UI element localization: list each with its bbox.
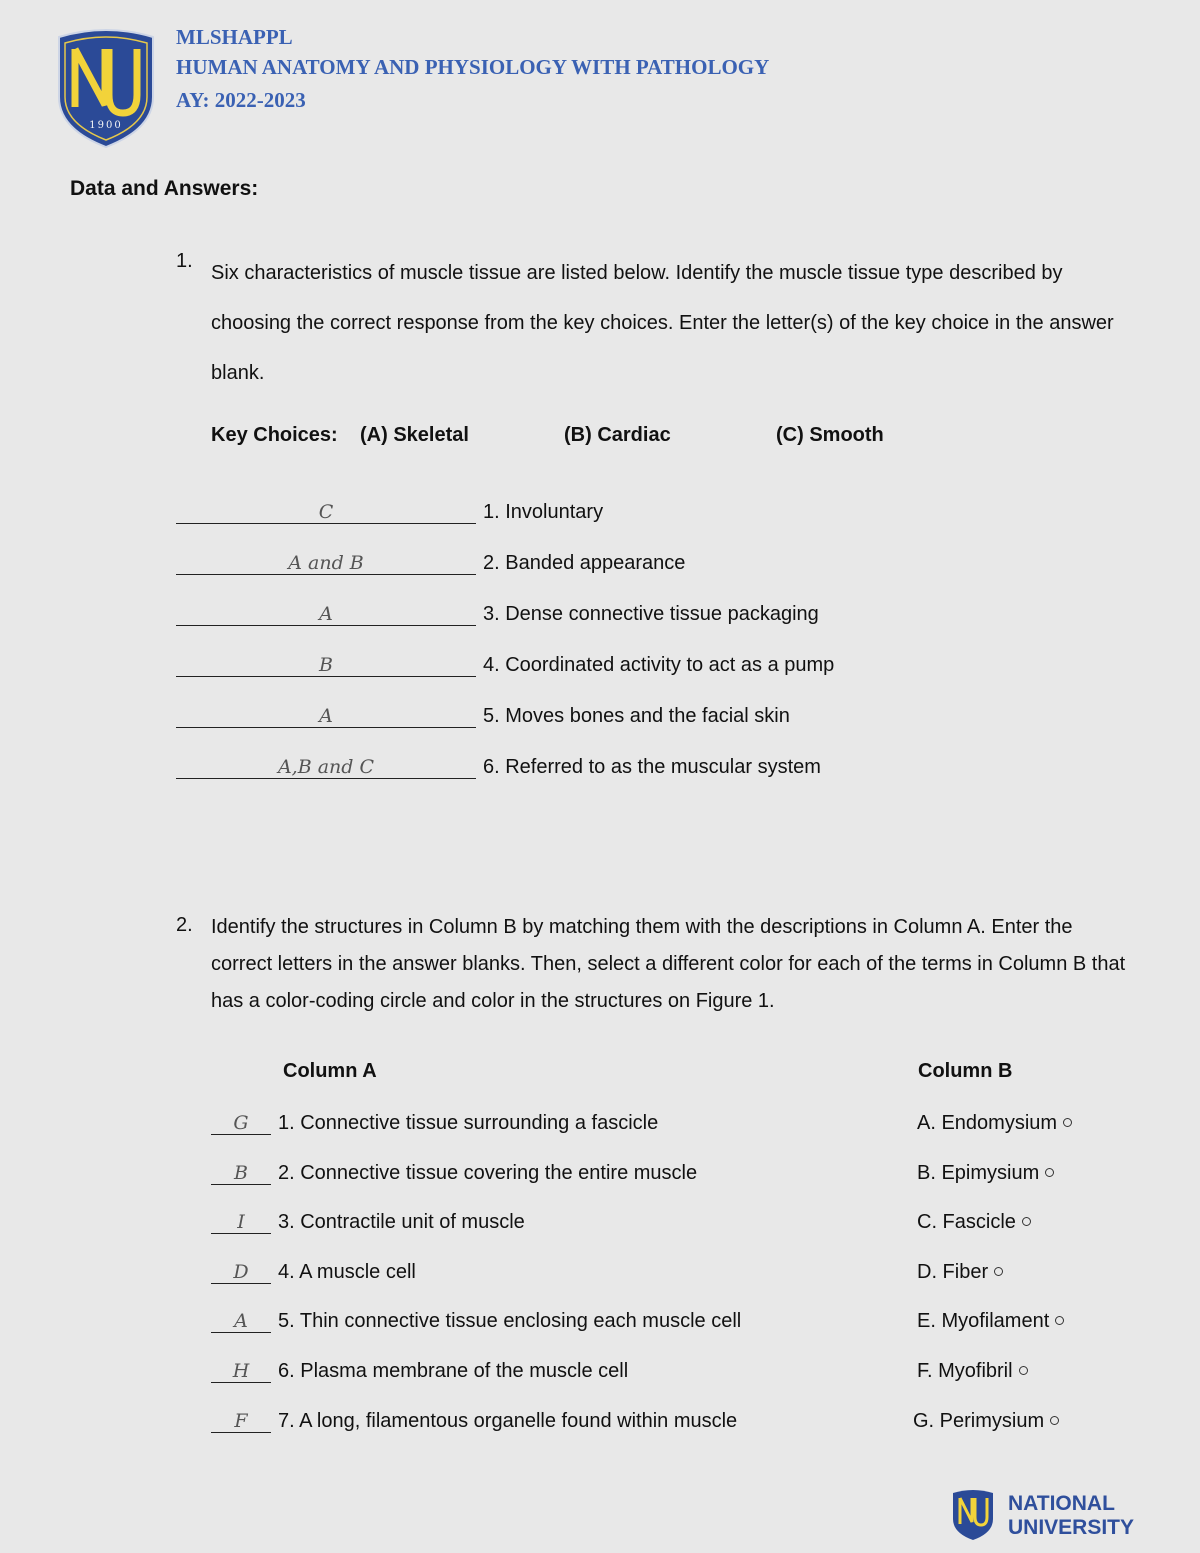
q1-item: 2. Banded appearance [483, 552, 686, 574]
question-2-number: 2. [176, 914, 193, 936]
q1-item: 3. Dense connective tissue packaging [483, 603, 819, 625]
svg-text:1900: 1900 [89, 120, 123, 131]
academic-year: AY: 2022-2023 [176, 88, 306, 112]
handwritten-answer: A [234, 1310, 248, 1332]
color-coding-circle[interactable] [1050, 1416, 1059, 1425]
footer-crest-logo [950, 1488, 996, 1542]
answer-blank[interactable] [176, 499, 476, 524]
column-a-item: 4. A muscle cell [278, 1261, 416, 1283]
handwritten-answer: B [319, 654, 333, 676]
color-coding-circle[interactable] [1055, 1316, 1064, 1325]
answer-blank[interactable] [211, 1209, 271, 1234]
column-b-heading: Column B [918, 1060, 1013, 1082]
answer-blank[interactable] [176, 550, 476, 575]
handwritten-answer: F [234, 1410, 248, 1432]
answer-blank[interactable] [211, 1308, 271, 1333]
column-a-item: 7. A long, filamentous organelle found within muscle [278, 1410, 738, 1432]
column-b-item: C. Fascicle [917, 1211, 1031, 1234]
color-coding-circle[interactable] [1022, 1217, 1031, 1226]
q1-item: 1. Involuntary [483, 501, 604, 523]
answer-blank[interactable] [176, 754, 476, 779]
q1-item: 4. Coordinated activity to act as a pump [483, 654, 835, 676]
column-b-item: D. Fiber [917, 1261, 1003, 1284]
key-choice-c: (C) Smooth [776, 424, 884, 446]
column-a-item: 1. Connective tissue surrounding a fascicle [278, 1112, 659, 1134]
question-1-number: 1. [176, 250, 193, 272]
column-b-item: G. Perimysium [913, 1410, 1059, 1433]
answer-blank[interactable] [211, 1408, 271, 1433]
handwritten-answer: A [319, 603, 333, 625]
column-a-heading: Column A [283, 1060, 377, 1082]
color-coding-circle[interactable] [1045, 1168, 1054, 1177]
answer-blank[interactable] [211, 1259, 271, 1284]
question-1-text: Six characteristics of muscle tissue are listed below. Identify the muscle tissue type described by choosing the correct response from the key choices. Enter the letter(s) of the key choice in the answer blank. [211, 262, 1114, 384]
footer-line-1: NATIONAL [1008, 1492, 1115, 1515]
course-title: HUMAN ANATOMY AND PHYSIOLOGY WITH PATHOLOGY [176, 55, 770, 79]
q1-item: 6. Referred to as the muscular system [483, 756, 821, 778]
column-a-item: 2. Connective tissue covering the entire muscle [278, 1162, 698, 1184]
answer-blank[interactable] [211, 1110, 271, 1135]
column-a-item: 3. Contractile unit of muscle [278, 1211, 525, 1233]
key-choice-a: (A) Skeletal [360, 424, 469, 446]
handwritten-answer: A [319, 705, 333, 727]
question-2-text: Identify the structures in Column B by matching them with the descriptions in Column A. Enter the correct letters in the answer blanks. Then, select a different color for each of the terms in Column B that has a color-coding circle and color in the structures on Figure 1. [211, 916, 1126, 1012]
answer-blank[interactable] [211, 1160, 271, 1185]
color-coding-circle[interactable] [1063, 1118, 1072, 1127]
color-coding-circle[interactable] [1019, 1366, 1028, 1375]
handwritten-answer: I [237, 1211, 245, 1233]
handwritten-answer: D [233, 1261, 249, 1283]
key-choice-b: (B) Cardiac [564, 424, 671, 446]
answer-blank[interactable] [211, 1358, 271, 1383]
handwritten-answer: G [233, 1112, 249, 1134]
handwritten-answer: A and B [288, 552, 364, 574]
answer-blank[interactable] [176, 703, 476, 728]
column-a-item: 5. Thin connective tissue enclosing each muscle cell [278, 1310, 742, 1332]
column-b-item: F. Myofibril [917, 1360, 1028, 1383]
university-crest-logo [53, 27, 159, 151]
course-code: MLSHAPPL [176, 25, 293, 49]
column-b-item: A. Endomysium [917, 1112, 1072, 1135]
column-a-item: 6. Plasma membrane of the muscle cell [278, 1360, 629, 1382]
column-b-item: B. Epimysium [917, 1162, 1054, 1185]
handwritten-answer: C [318, 501, 334, 523]
color-coding-circle[interactable] [994, 1267, 1003, 1276]
section-title: Data and Answers: [70, 177, 259, 200]
key-choices-label: Key Choices: [211, 424, 338, 446]
footer-university-name [1008, 1492, 1134, 1540]
handwritten-answer: A,B and C [277, 756, 375, 778]
answer-blank[interactable] [176, 652, 476, 677]
handwritten-answer: H [232, 1360, 250, 1382]
q1-item: 5. Moves bones and the facial skin [483, 705, 790, 727]
answer-blank[interactable] [176, 601, 476, 626]
handwritten-answer: B [234, 1162, 248, 1184]
footer-line-2: UNIVERSITY [1008, 1516, 1135, 1539]
column-b-item: E. Myofilament [917, 1310, 1064, 1333]
